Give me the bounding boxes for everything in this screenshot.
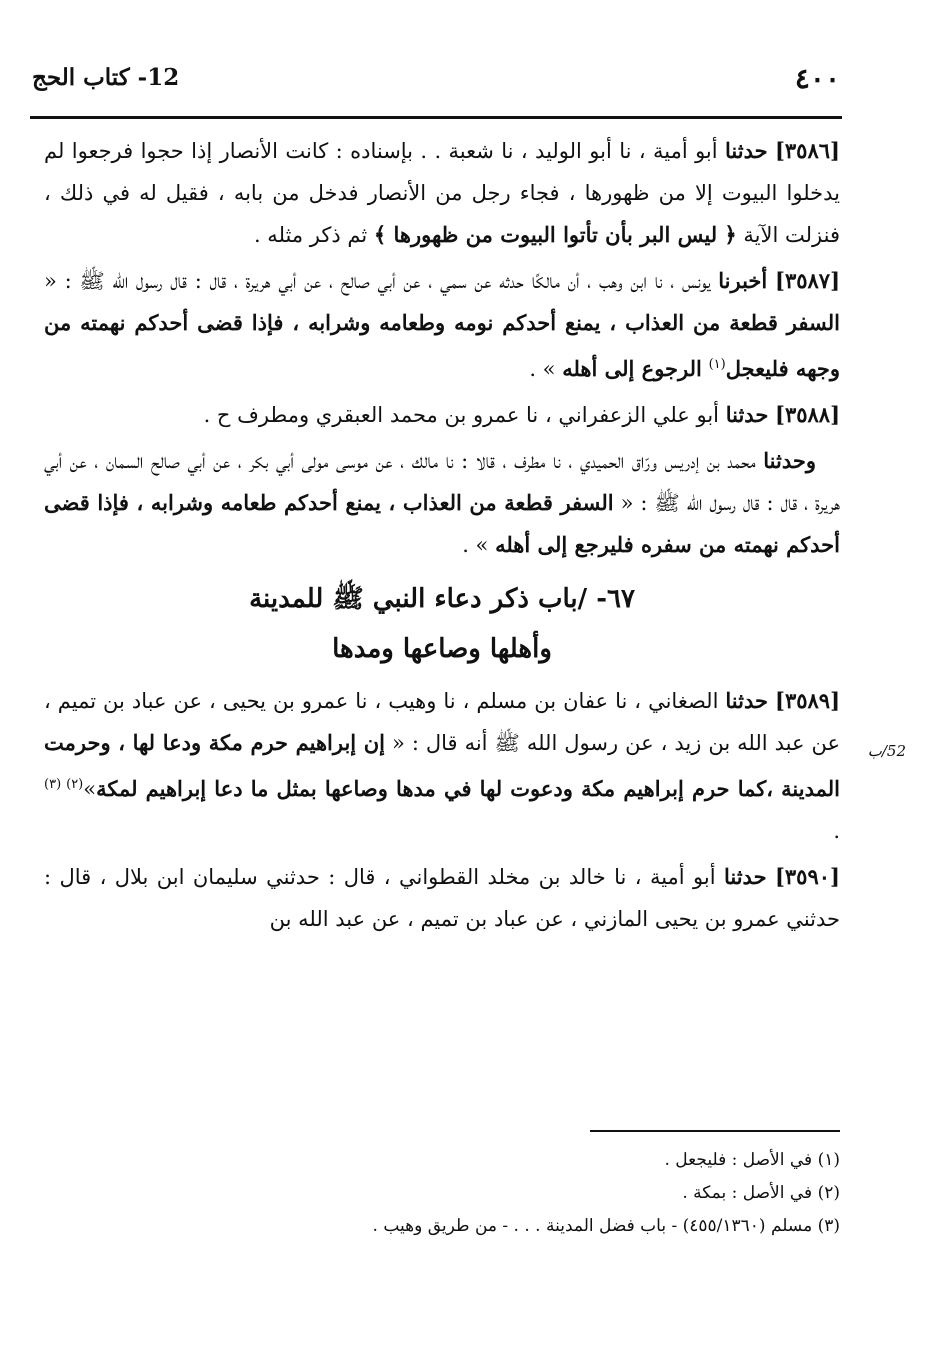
section-heading-line2: وأهلها وصاعها ومدها (332, 634, 552, 664)
hadith-tail: » . (529, 357, 556, 381)
footnote-2: (٢) في الأصل : بمكة . (682, 1183, 840, 1203)
hadith-tail: » . (462, 533, 489, 557)
hadith-tail: ثم ذكر مثله . (253, 223, 368, 247)
hadith-3588-second-chain (44, 440, 840, 566)
margin-folio-note: 52/ب (867, 742, 906, 760)
section-heading-line1: ٦٧- /باب ذكر دعاء النبي ﷺ للمدينة (249, 584, 635, 614)
page-number: ٤٠٠ (794, 62, 840, 95)
footnote-3: (٣) مسلم (٤٥٥/١٣٦٠) - باب فضل المدينة . . . - من طريق وهيب . (372, 1216, 840, 1236)
hadith-text: أبو أمية ، نا أبو الوليد ، نا شعبة . . بإسناده : كانت الأنصار إذا حجوا فرجعوا لم يدخلوا البيوت إلا من ظهورها ، فجاء رجل من الأنصار فدخل من بابه ، فقيل له في ذلك ، فنزلت الآية (44, 139, 840, 247)
hadith-3586 (44, 130, 840, 256)
hadith-number: [٣٥٨٦] (774, 138, 840, 163)
footnote-1: (١) في الأصل : فليجعل . (664, 1150, 840, 1170)
footnotes (200, 1144, 840, 1243)
hadith-number: [٣٥٨٨] (775, 402, 840, 427)
footnote-rule (590, 1130, 840, 1132)
hadith-lead-word: حدثنا (725, 688, 768, 713)
page-header (32, 62, 840, 102)
hadith-text: أبو علي الزعفراني ، نا عمرو بن محمد العبقري ومطرف ح . (203, 403, 720, 427)
hadith-quote-cont: الرجوع إلى أهله (562, 356, 702, 381)
hadith-number: [٣٥٨٧] (775, 268, 840, 293)
hadith-text: يونس ، نا ابن وهب ، أن مالكًا حدثه عن سمي ، عن أبي صالح ، عن أبي هريرة ، قال : قال رسول الله ﷺ : « (44, 269, 711, 293)
hadith-text: أبو أمية ، نا خالد بن مخلد القطواني ، قال : حدثني سليمان ابن بلال ، قال : حدثني عمرو بن يحيى المازني ، عن عباد بن تميم ، عن عبد الله بن (44, 865, 840, 931)
hadith-quote: السفر قطعة من العذاب ، يمنع أحدكم طعامه وشرابه ، فإذا قضى أحدكم نهمته من سفره فليرجع إلى أهله (44, 490, 840, 557)
footnote-ref: (١) (708, 357, 726, 372)
header-rule (30, 116, 842, 119)
hadith-text: محمد بن إدريس ورّاق الحميدي ، نا مطرف ، قالا : نا مالك ، عن موسى مولى أبي بكر ، عن أبي صالح السمان ، عن أبي هريرة ، قال : قال رسول الله ﷺ : « (44, 449, 841, 515)
hadith-tail: » (83, 777, 97, 801)
hadith-number: [٣٥٨٩] (775, 688, 840, 713)
quran-quote: ﴿ ليس البر بأن تأتوا البيوت من ظهورها ﴾ (373, 222, 737, 247)
hadith-lead-word: حدثنا (724, 138, 768, 163)
chapter-title: 12- كتاب الحج (32, 64, 180, 91)
hadith-3587 (44, 260, 840, 390)
page-body (44, 130, 840, 944)
hadith-lead-word: حدثنا (725, 402, 769, 427)
hadith-number: [٣٥٩٠] (774, 864, 840, 889)
hadith-text: الصغاني ، نا عفان بن مسلم ، نا وهيب ، نا عمرو بن يحيى ، عن عباد بن تميم ، عن عبد الله بن زيد ، عن رسول الله ﷺ أنه قال : « (44, 689, 840, 755)
hadith-end: . (833, 819, 840, 843)
hadith-3590 (44, 856, 840, 940)
hadith-quote: إن إبراهيم حرم مكة ودعا لها ، وحرمت المدينة ،كما حرم إبراهيم مكة ودعوت لها في مدها وصاعها بمثل ما دعا إبراهيم لمكة (44, 730, 840, 801)
hadith-quote: السفر قطعة من العذاب ، يمنع أحدكم نومه وطعامه وشرابه ، فإذا قضى أحدكم نهمته من وجهه فليعجل (44, 310, 840, 381)
footnote-ref: (٢) (٣) (44, 777, 84, 792)
hadith-lead-word: أخبرنا (718, 268, 768, 293)
hadith-lead-word: حدثنا (723, 864, 767, 889)
hadith-3588 (44, 394, 840, 436)
section-heading (44, 574, 840, 674)
hadith-3589 (44, 680, 840, 852)
hadith-lead-word: وحدثنا (763, 448, 816, 473)
